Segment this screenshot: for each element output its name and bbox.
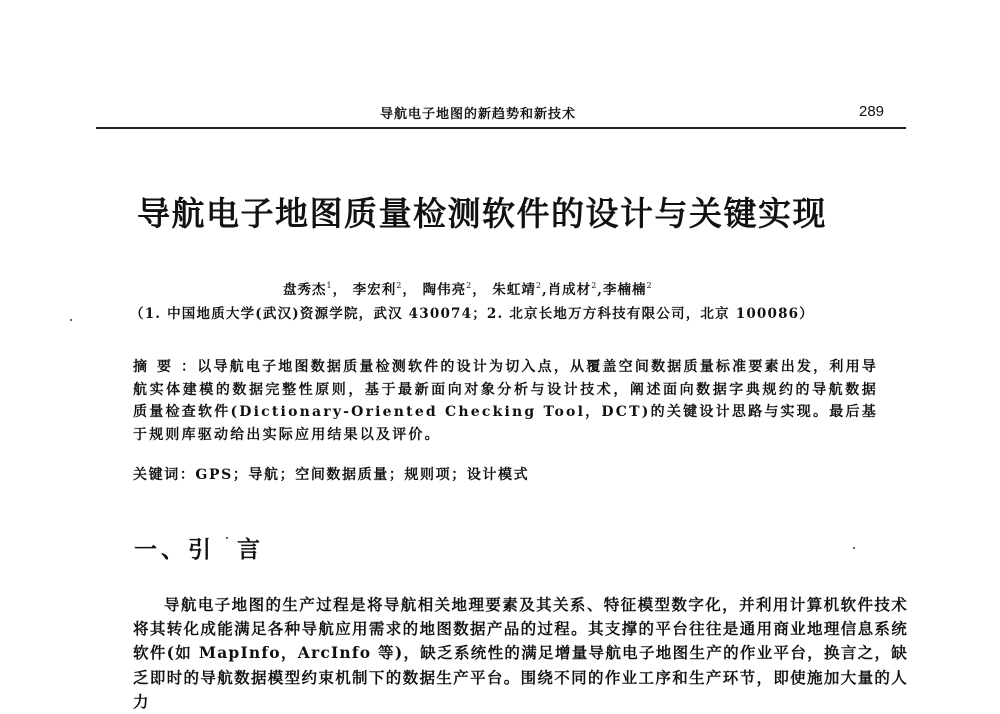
abstract-text: 以导航电子地图数据质量检测软件的设计为切入点，从覆盖空间数据质量标准要素出发，利用导航实体建模的数据完整性原则，基于最新面向对象分析与设计技术，阐述面向数据字典规约的导航数据质量检查软件(Dictionary-Oriented Checking Tool，DCT)的关键设计思路与实现。最后基于规则库驱动给出实际应用结果以及评价。 (133, 359, 879, 443)
author: 朱虹靖 (492, 282, 536, 298)
body-text (133, 593, 908, 714)
author-affiliation-mark: 2 (396, 281, 403, 290)
author-list (283, 278, 653, 298)
page-number: 289 (859, 103, 885, 120)
abstract-colon: ： (181, 359, 198, 375)
scan-speck (853, 547, 855, 549)
author-affiliation-mark: 2 (591, 281, 598, 290)
abstract-label: 摘要 (133, 359, 182, 375)
scan-speck (226, 537, 228, 539)
author-affiliation-mark: 2 (466, 281, 473, 290)
author: 盘秀杰 (283, 282, 327, 298)
keywords-label: 关键词 (133, 467, 180, 483)
author-affiliation-mark: 2 (646, 281, 653, 290)
header-rule (96, 127, 906, 129)
author-separator: ， (332, 282, 348, 298)
paragraph: 导航电子地图的生产过程是将导航相关地理要素及其关系、特征模型数字化，并利用计算机软件技术将其转化成能满足各种导航应用需求的地图数据产品的过程。其支撑的平台往往是通用商业地理信息系统软件(如 MapInfo，ArcInfo 等)，缺乏系统性的满足增量导航电子地图生产的作业平台，换言之，缺乏即时的导航数据模型约束机制下的数据生产平台。围绕不同的作业工序和生产环节，即使施加大量的人力 (133, 595, 908, 711)
scan-speck (70, 319, 72, 321)
author-affiliation-mark: 2 (535, 281, 542, 290)
keywords-text: GPS；导航；空间数据质量；规则项；设计模式 (195, 467, 530, 483)
author-separator: ， (472, 282, 487, 298)
running-title: 导航电子地图的新趋势和新技术 (380, 107, 577, 122)
paper-title: 导航电子地图质量检测软件的设计与关键实现 (137, 194, 827, 233)
keywords-colon: ： (179, 467, 196, 483)
author: 李楠楠 (602, 282, 647, 298)
section-number: 一、引 (134, 537, 215, 563)
author-affiliation-mark: 1 (326, 281, 333, 290)
author-separator: , (541, 282, 548, 298)
abstract (133, 356, 878, 446)
affiliation: （1. 中国地质大学(武汉)资源学院，武汉 430074；2. 北京长地万方科技有限公司，北京 100086） (130, 306, 814, 322)
author: 陶伟亮 (422, 282, 467, 298)
author-separator: ， (402, 282, 417, 298)
author: 肖成材 (547, 282, 592, 298)
section-heading (134, 531, 264, 564)
keywords (133, 464, 529, 484)
author-separator: , (597, 282, 603, 298)
author: 李宏利 (352, 282, 397, 298)
section-title: 言 (237, 537, 264, 563)
